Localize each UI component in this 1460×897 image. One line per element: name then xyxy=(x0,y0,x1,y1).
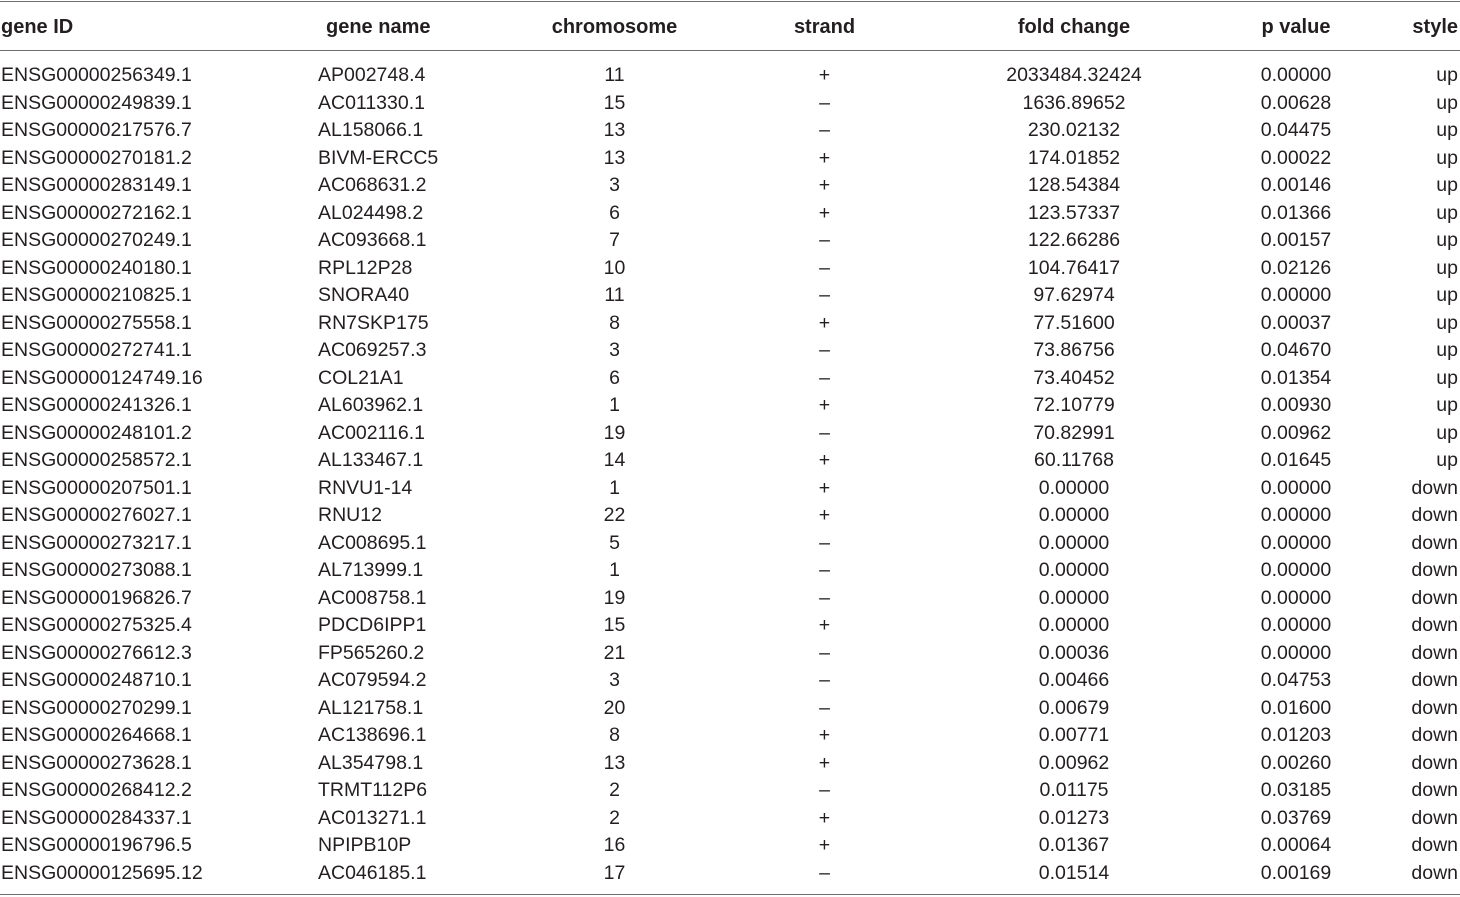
chromosome-cell: 1 xyxy=(609,476,620,499)
strand-cell: – xyxy=(819,284,830,307)
gene-id-cell: ENSG00000207501.1 xyxy=(1,476,192,499)
gene-id-cell: ENSG00000275558.1 xyxy=(1,311,192,334)
fold-change-cell: 122.66286 xyxy=(1027,229,1121,252)
fold-change-cell: 0.00962 xyxy=(1038,751,1110,774)
fold-change-cell: 0.00466 xyxy=(1038,669,1110,692)
strand-cell: – xyxy=(819,91,830,114)
fold-change-cell: 0.00771 xyxy=(1038,724,1110,747)
gene-id-cell: ENSG00000273628.1 xyxy=(1,751,192,774)
chromosome-cell: 3 xyxy=(609,339,620,362)
header-rule xyxy=(0,50,1460,51)
table-row xyxy=(0,337,1460,365)
p-value-cell: 0.00930 xyxy=(1260,394,1332,417)
gene-id-cell: ENSG00000272741.1 xyxy=(1,339,192,362)
gene-name-cell: AC008695.1 xyxy=(318,531,427,554)
gene-id-cell: ENSG00000284337.1 xyxy=(1,806,192,829)
gene-name-cell: AL354798.1 xyxy=(318,751,424,774)
gene-name-cell: RNU12 xyxy=(318,504,382,527)
p-value-cell: 0.00157 xyxy=(1260,229,1332,252)
gene-id-cell: ENSG00000256349.1 xyxy=(1,64,192,87)
fold-change-cell: 73.86756 xyxy=(1033,339,1115,362)
chromosome-cell: 8 xyxy=(609,311,620,334)
p-value-cell: 0.00260 xyxy=(1260,751,1332,774)
style-cell: up xyxy=(1436,339,1458,362)
table-row xyxy=(0,90,1460,118)
p-value-cell: 0.01366 xyxy=(1260,201,1332,224)
gene-name-cell: AL024498.2 xyxy=(318,201,424,224)
gene-name-cell: AC068631.2 xyxy=(318,174,427,197)
gene-name-cell: AC013271.1 xyxy=(318,806,427,829)
p-value-cell: 0.01645 xyxy=(1260,449,1332,472)
fold-change-cell: 97.62974 xyxy=(1033,284,1115,307)
p-value-cell: 0.00064 xyxy=(1260,834,1332,857)
table-row xyxy=(0,145,1460,173)
table-header xyxy=(0,10,1460,44)
fold-change-cell: 123.57337 xyxy=(1027,201,1121,224)
table-row xyxy=(0,667,1460,695)
fold-change-cell: 0.00000 xyxy=(1038,531,1110,554)
gene-name-cell: AC079594.2 xyxy=(318,669,427,692)
table-row xyxy=(0,392,1460,420)
p-value-cell: 0.00628 xyxy=(1260,91,1332,114)
chromosome-cell: 14 xyxy=(603,449,626,472)
strand-cell: + xyxy=(818,146,831,169)
style-cell: up xyxy=(1436,421,1458,444)
style-cell: up xyxy=(1436,256,1458,279)
chromosome-cell: 3 xyxy=(609,174,620,197)
strand-cell: + xyxy=(818,724,831,747)
fold-change-cell: 230.02132 xyxy=(1027,119,1121,142)
style-cell: down xyxy=(1411,504,1458,527)
table-body xyxy=(0,62,1460,887)
style-cell: down xyxy=(1411,724,1458,747)
style-cell: up xyxy=(1436,229,1458,252)
gene-id-cell: ENSG00000276612.3 xyxy=(1,641,192,664)
strand-cell: – xyxy=(819,669,830,692)
table-row xyxy=(0,255,1460,283)
fold-change-cell: 70.82991 xyxy=(1033,421,1115,444)
table-row xyxy=(0,447,1460,475)
chromosome-cell: 15 xyxy=(603,91,626,114)
p-value-cell: 0.04475 xyxy=(1260,119,1332,142)
table-row xyxy=(0,585,1460,613)
chromosome-cell: 16 xyxy=(603,834,626,857)
strand-cell: – xyxy=(819,119,830,142)
strand-cell: – xyxy=(819,531,830,554)
p-value-cell: 0.02126 xyxy=(1260,256,1332,279)
fold-change-cell: 0.01514 xyxy=(1038,861,1110,884)
style-cell: down xyxy=(1411,531,1458,554)
strand-cell: + xyxy=(818,504,831,527)
gene-id-cell: ENSG00000210825.1 xyxy=(1,284,192,307)
gene-id-cell: ENSG00000264668.1 xyxy=(1,724,192,747)
chromosome-cell: 2 xyxy=(609,779,620,802)
gene-id-cell: ENSG00000248101.2 xyxy=(1,421,192,444)
table-row xyxy=(0,805,1460,833)
gene-name-cell: AC138696.1 xyxy=(318,724,427,747)
table-row xyxy=(0,420,1460,448)
chromosome-cell: 17 xyxy=(603,861,626,884)
chromosome-cell: 6 xyxy=(609,201,620,224)
gene-name-cell: AL133467.1 xyxy=(318,449,424,472)
header-style: style xyxy=(1412,15,1458,38)
chromosome-cell: 6 xyxy=(609,366,620,389)
gene-id-cell: ENSG00000196796.5 xyxy=(1,834,192,857)
p-value-cell: 0.00000 xyxy=(1260,284,1332,307)
chromosome-cell: 1 xyxy=(609,559,620,582)
strand-cell: – xyxy=(819,586,830,609)
gene-name-cell: AC008758.1 xyxy=(318,586,427,609)
gene-name-cell: AC011330.1 xyxy=(318,91,425,114)
chromosome-cell: 13 xyxy=(603,146,626,169)
strand-cell: – xyxy=(819,339,830,362)
fold-change-cell: 2033484.32424 xyxy=(1006,64,1142,87)
fold-change-cell: 128.54384 xyxy=(1027,174,1121,197)
p-value-cell: 0.00000 xyxy=(1260,586,1332,609)
fold-change-cell: 0.00036 xyxy=(1038,641,1110,664)
gene-name-cell: AL713999.1 xyxy=(318,559,424,582)
style-cell: down xyxy=(1411,586,1458,609)
strand-cell: + xyxy=(818,64,831,87)
table-row xyxy=(0,310,1460,338)
bottom-rule xyxy=(0,894,1460,895)
table-row xyxy=(0,227,1460,255)
strand-cell: + xyxy=(818,834,831,857)
style-cell: down xyxy=(1411,559,1458,582)
p-value-cell: 0.00000 xyxy=(1260,504,1332,527)
strand-cell: – xyxy=(819,229,830,252)
fold-change-cell: 174.01852 xyxy=(1027,146,1121,169)
gene-id-cell: ENSG00000275325.4 xyxy=(1,614,192,637)
p-value-cell: 0.00146 xyxy=(1260,174,1332,197)
gene-id-cell: ENSG00000273217.1 xyxy=(1,531,192,554)
gene-name-cell: AC002116.1 xyxy=(318,421,425,444)
fold-change-cell: 0.01273 xyxy=(1038,806,1110,829)
gene-id-cell: ENSG00000276027.1 xyxy=(1,504,192,527)
fold-change-cell: 0.00000 xyxy=(1038,504,1110,527)
header-fold-change: fold change xyxy=(1017,15,1131,38)
fold-change-cell: 60.11768 xyxy=(1034,449,1114,472)
p-value-cell: 0.00000 xyxy=(1260,614,1332,637)
gene-id-cell: ENSG00000272162.1 xyxy=(1,201,192,224)
strand-cell: + xyxy=(818,394,831,417)
style-cell: up xyxy=(1436,449,1458,472)
style-cell: down xyxy=(1411,861,1458,884)
table-row xyxy=(0,200,1460,228)
table-row xyxy=(0,475,1460,503)
style-cell: down xyxy=(1411,696,1458,719)
table-row xyxy=(0,832,1460,860)
fold-change-cell: 104.76417 xyxy=(1027,256,1121,279)
chromosome-cell: 11 xyxy=(604,284,625,307)
top-rule xyxy=(0,1,1460,2)
strand-cell: + xyxy=(818,751,831,774)
gene-id-cell: ENSG00000248710.1 xyxy=(1,669,192,692)
style-cell: down xyxy=(1411,779,1458,802)
style-cell: down xyxy=(1411,751,1458,774)
gene-name-cell: AL603962.1 xyxy=(318,394,424,417)
table-row xyxy=(0,640,1460,668)
p-value-cell: 0.00000 xyxy=(1260,476,1332,499)
table-row xyxy=(0,365,1460,393)
p-value-cell: 0.00000 xyxy=(1260,559,1332,582)
gene-id-cell: ENSG00000268412.2 xyxy=(1,779,192,802)
style-cell: down xyxy=(1411,834,1458,857)
p-value-cell: 0.00962 xyxy=(1260,421,1332,444)
table-row xyxy=(0,172,1460,200)
style-cell: up xyxy=(1436,146,1458,169)
chromosome-cell: 7 xyxy=(609,229,620,252)
gene-id-cell: ENSG00000273088.1 xyxy=(1,559,192,582)
p-value-cell: 0.00169 xyxy=(1260,861,1332,884)
gene-name-cell: AL121758.1 xyxy=(318,696,424,719)
header-gene-name: gene name xyxy=(326,15,431,38)
p-value-cell: 0.00000 xyxy=(1260,531,1332,554)
gene-name-cell: AP002748.4 xyxy=(318,64,426,87)
header-p-value: p value xyxy=(1261,15,1331,38)
style-cell: up xyxy=(1436,366,1458,389)
gene-name-cell: NPIPB10P xyxy=(318,834,412,857)
style-cell: up xyxy=(1436,284,1458,307)
strand-cell: + xyxy=(818,311,831,334)
strand-cell: + xyxy=(818,449,831,472)
chromosome-cell: 2 xyxy=(609,806,620,829)
chromosome-cell: 5 xyxy=(609,531,620,554)
p-value-cell: 0.01600 xyxy=(1260,696,1332,719)
strand-cell: – xyxy=(819,641,830,664)
style-cell: down xyxy=(1411,476,1458,499)
chromosome-cell: 22 xyxy=(603,504,626,527)
gene-name-cell: RN7SKP175 xyxy=(318,311,429,334)
chromosome-cell: 1 xyxy=(609,394,620,417)
gene-name-cell: AL158066.1 xyxy=(318,119,424,142)
table-row xyxy=(0,750,1460,778)
gene-name-cell: RNVU1-14 xyxy=(318,476,413,499)
style-cell: down xyxy=(1411,641,1458,664)
gene-name-cell: RPL12P28 xyxy=(318,256,413,279)
table-row xyxy=(0,557,1460,585)
p-value-cell: 0.00000 xyxy=(1260,641,1332,664)
style-cell: down xyxy=(1411,614,1458,637)
strand-cell: + xyxy=(818,174,831,197)
gene-id-cell: ENSG00000196826.7 xyxy=(1,586,192,609)
strand-cell: – xyxy=(819,559,830,582)
fold-change-cell: 77.51600 xyxy=(1033,311,1115,334)
gene-id-cell: ENSG00000124749.16 xyxy=(1,366,203,389)
gene-name-cell: COL21A1 xyxy=(318,366,404,389)
fold-change-cell: 72.10779 xyxy=(1033,394,1115,417)
fold-change-cell: 73.40452 xyxy=(1033,366,1115,389)
fold-change-cell: 0.00000 xyxy=(1038,476,1110,499)
style-cell: up xyxy=(1436,91,1458,114)
chromosome-cell: 10 xyxy=(603,256,626,279)
table-row xyxy=(0,860,1460,888)
chromosome-cell: 13 xyxy=(603,119,626,142)
table-row xyxy=(0,777,1460,805)
table-row xyxy=(0,62,1460,90)
chromosome-cell: 8 xyxy=(609,724,620,747)
chromosome-cell: 19 xyxy=(603,586,626,609)
style-cell: up xyxy=(1436,174,1458,197)
chromosome-cell: 19 xyxy=(603,421,626,444)
header-chromosome: chromosome xyxy=(551,15,678,38)
fold-change-cell: 0.00000 xyxy=(1038,614,1110,637)
gene-id-cell: ENSG00000217576.7 xyxy=(1,119,192,142)
p-value-cell: 0.03185 xyxy=(1260,779,1332,802)
style-cell: up xyxy=(1436,311,1458,334)
strand-cell: – xyxy=(819,366,830,389)
table-row xyxy=(0,282,1460,310)
p-value-cell: 0.00000 xyxy=(1260,64,1332,87)
header-gene-id: gene ID xyxy=(1,15,74,38)
chromosome-cell: 11 xyxy=(604,64,625,87)
gene-id-cell: ENSG00000270249.1 xyxy=(1,229,192,252)
header-strand: strand xyxy=(793,15,856,38)
strand-cell: + xyxy=(818,201,831,224)
p-value-cell: 0.01354 xyxy=(1260,366,1332,389)
fold-change-cell: 0.00000 xyxy=(1038,586,1110,609)
p-value-cell: 0.00037 xyxy=(1260,311,1332,334)
gene-name-cell: TRMT112P6 xyxy=(318,779,428,802)
style-cell: up xyxy=(1436,64,1458,87)
fold-change-cell: 0.00000 xyxy=(1038,559,1110,582)
p-value-cell: 0.03769 xyxy=(1260,806,1332,829)
table-row xyxy=(0,695,1460,723)
style-cell: down xyxy=(1411,806,1458,829)
strand-cell: – xyxy=(819,861,830,884)
gene-name-cell: SNORA40 xyxy=(318,284,410,307)
table-row xyxy=(0,722,1460,750)
p-value-cell: 0.04753 xyxy=(1260,669,1332,692)
p-value-cell: 0.04670 xyxy=(1260,339,1332,362)
style-cell: down xyxy=(1411,669,1458,692)
gene-id-cell: ENSG00000240180.1 xyxy=(1,256,192,279)
gene-name-cell: AC046185.1 xyxy=(318,861,427,884)
style-cell: up xyxy=(1436,119,1458,142)
gene-name-cell: PDCD6IPP1 xyxy=(318,614,427,637)
gene-name-cell: FP565260.2 xyxy=(318,641,425,664)
gene-id-cell: ENSG00000258572.1 xyxy=(1,449,192,472)
style-cell: up xyxy=(1436,201,1458,224)
strand-cell: + xyxy=(818,614,831,637)
gene-name-cell: BIVM-ERCC5 xyxy=(318,146,439,169)
gene-id-cell: ENSG00000270181.2 xyxy=(1,146,192,169)
fold-change-cell: 0.01175 xyxy=(1039,779,1109,802)
fold-change-cell: 0.00679 xyxy=(1038,696,1110,719)
gene-id-cell: ENSG00000270299.1 xyxy=(1,696,192,719)
fold-change-cell: 1636.89652 xyxy=(1022,91,1126,114)
gene-name-cell: AC069257.3 xyxy=(318,339,427,362)
strand-cell: – xyxy=(819,696,830,719)
p-value-cell: 0.00022 xyxy=(1260,146,1332,169)
strand-cell: – xyxy=(819,256,830,279)
strand-cell: – xyxy=(819,421,830,444)
strand-cell: + xyxy=(818,806,831,829)
fold-change-cell: 0.01367 xyxy=(1038,834,1110,857)
chromosome-cell: 13 xyxy=(603,751,626,774)
gene-id-cell: ENSG00000125695.12 xyxy=(1,861,203,884)
gene-id-cell: ENSG00000249839.1 xyxy=(1,91,192,114)
gene-name-cell: AC093668.1 xyxy=(318,229,427,252)
strand-cell: + xyxy=(818,476,831,499)
table-row xyxy=(0,612,1460,640)
gene-id-cell: ENSG00000241326.1 xyxy=(1,394,192,417)
strand-cell: – xyxy=(819,779,830,802)
chromosome-cell: 21 xyxy=(603,641,626,664)
chromosome-cell: 15 xyxy=(603,614,626,637)
gene-id-cell: ENSG00000283149.1 xyxy=(1,174,192,197)
p-value-cell: 0.01203 xyxy=(1260,724,1332,747)
chromosome-cell: 20 xyxy=(603,696,626,719)
style-cell: up xyxy=(1436,394,1458,417)
chromosome-cell: 3 xyxy=(609,669,620,692)
table-row xyxy=(0,530,1460,558)
table-row xyxy=(0,502,1460,530)
table-row xyxy=(0,117,1460,145)
